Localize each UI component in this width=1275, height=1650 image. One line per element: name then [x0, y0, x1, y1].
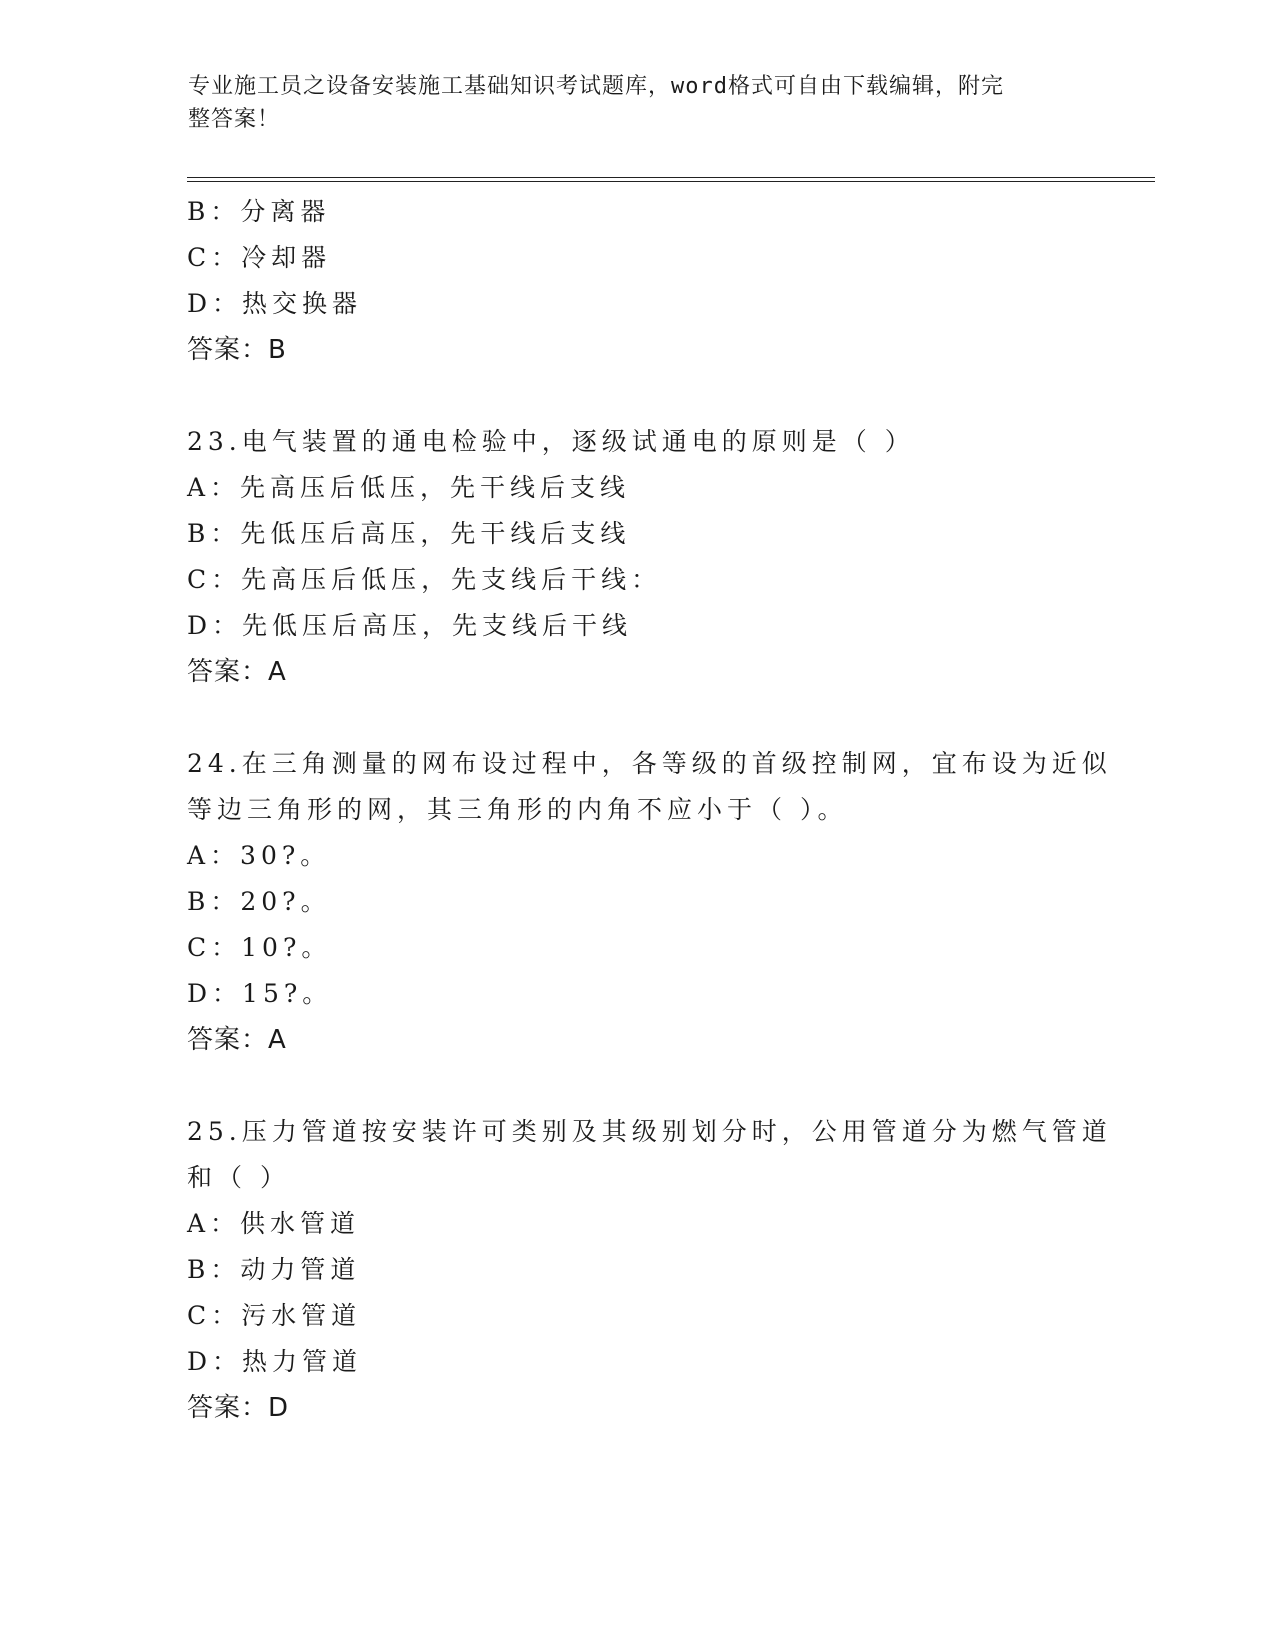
option-b: B：分离器 — [187, 197, 331, 226]
question-text-line-2: 等边三角形的网，其三角形的内角不应小于（ ）。 — [187, 795, 848, 824]
header-line-1: 专业施工员之设备安装施工基础知识考试题库，word格式可自由下载编辑，附完 — [188, 74, 1004, 99]
spacer — [187, 1063, 1087, 1109]
answer: 答案：D — [187, 1393, 290, 1423]
question-25 — [187, 1109, 1112, 1431]
option-b: B：20?。 — [187, 887, 331, 916]
header-line-2: 整答案！ — [188, 107, 281, 132]
question-text-line-1: 25.压力管道按安装许可类别及其级别划分时，公用管道分为燃气管道 — [187, 1117, 1112, 1146]
option-a: A：先高压后低压，先干线后支线 — [187, 473, 631, 502]
question-list — [187, 189, 1112, 1431]
option-a: A：供水管道 — [187, 1209, 361, 1238]
question-text-line-1: 24.在三角测量的网布设过程中，各等级的首级控制网，宜布设为近似 — [187, 749, 1112, 778]
option-d: D：热力管道 — [187, 1347, 363, 1376]
option-c: C：10?。 — [187, 933, 332, 962]
question-text: 23.电气装置的通电检验中，逐级试通电的原则是（ ） — [187, 427, 915, 456]
header-divider — [187, 177, 1155, 182]
option-b: B：动力管道 — [187, 1255, 361, 1284]
question-text-line-2: 和（ ） — [187, 1163, 290, 1192]
option-c: C：冷却器 — [187, 243, 332, 272]
option-b: B：先低压后高压，先干线后支线 — [187, 519, 631, 548]
answer: 答案：B — [187, 335, 287, 365]
option-c: C：先高压后低压，先支线后干线： — [187, 565, 662, 594]
answer: 答案：A — [187, 1025, 287, 1055]
option-d: D：热交换器 — [187, 289, 363, 318]
spacer — [187, 695, 1087, 741]
question-24 — [187, 741, 1112, 1063]
option-c: C：污水管道 — [187, 1301, 362, 1330]
option-d: D：先低压后高压，先支线后干线 — [187, 611, 633, 640]
answer: 答案：A — [187, 657, 287, 687]
document-header — [188, 70, 1078, 136]
question-22-continued — [187, 189, 1087, 373]
question-23 — [187, 419, 1087, 695]
spacer — [187, 373, 1087, 419]
option-a: A：30?。 — [187, 841, 331, 870]
option-d: D：15?。 — [187, 979, 333, 1008]
